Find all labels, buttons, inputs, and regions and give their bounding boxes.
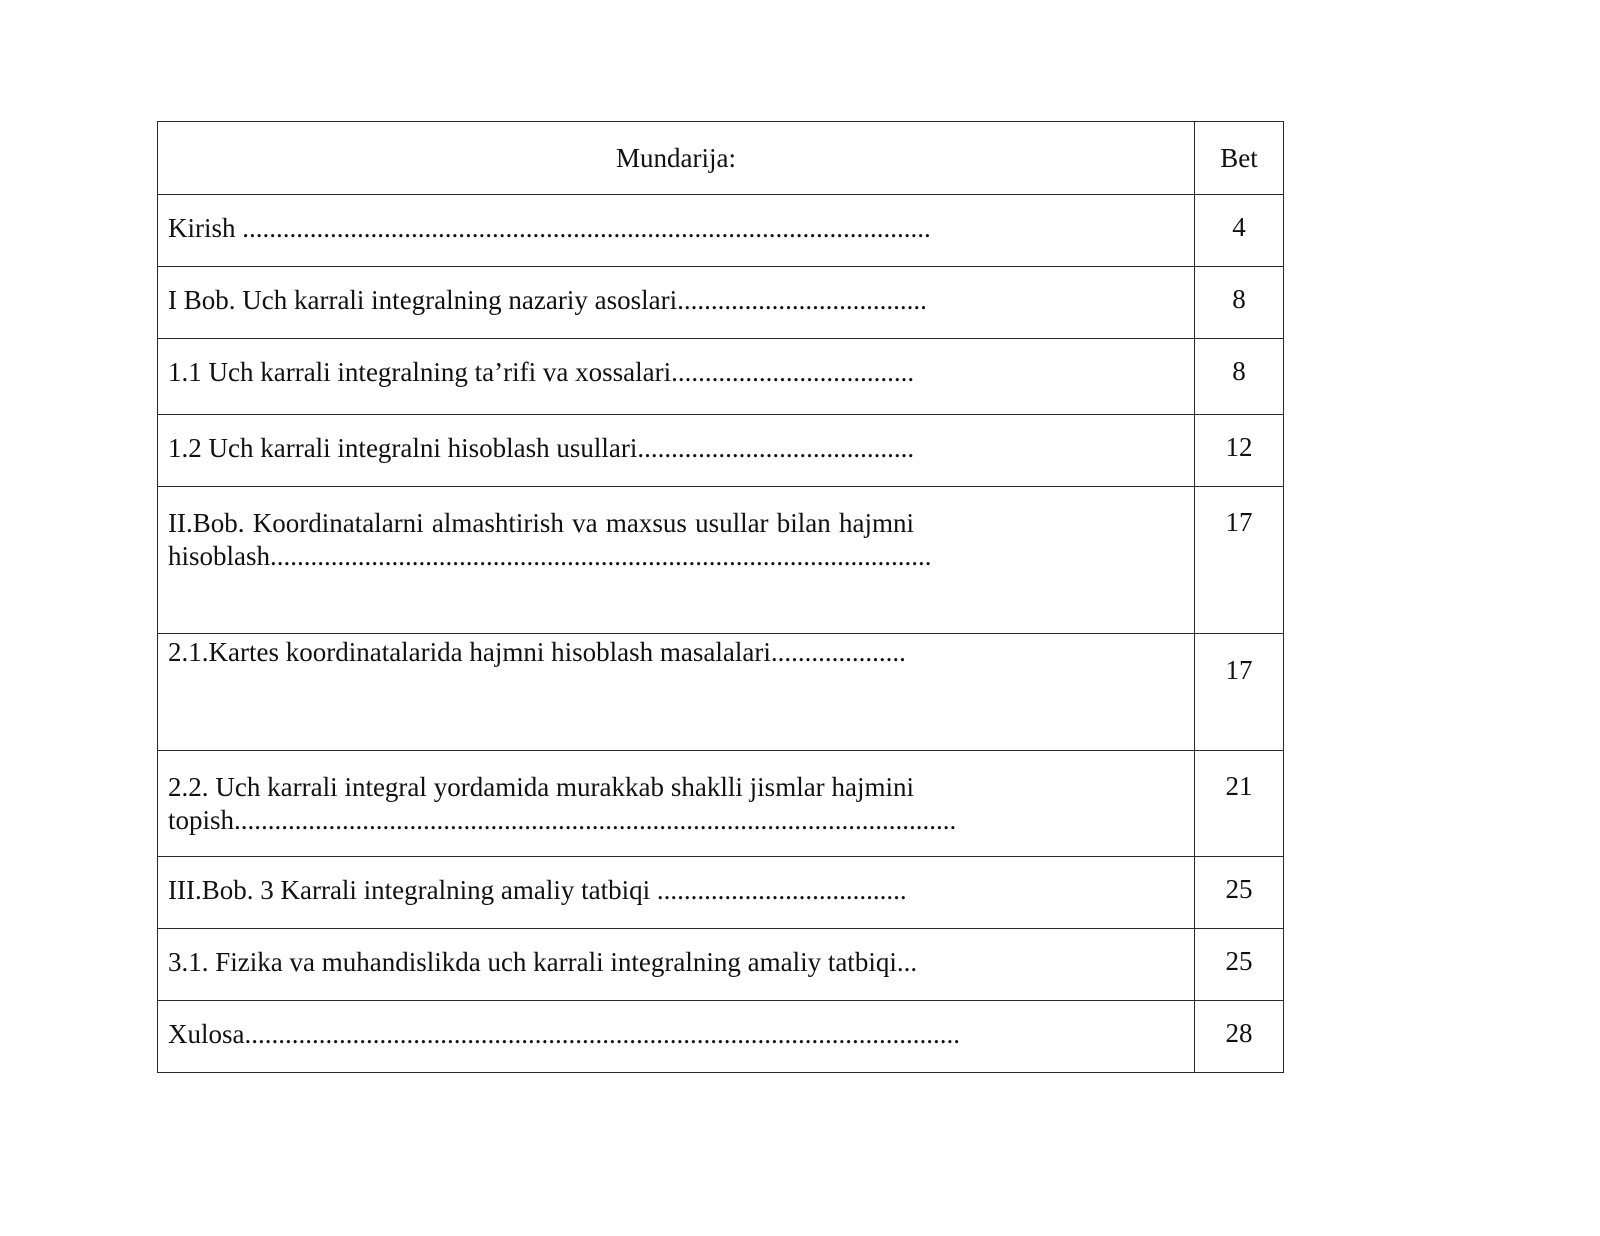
entry-title: II.Bob. Koordinatalarni almashtirish va maxsus usullar bilan hajmni hisoblash.................................................................................................. bbox=[158, 487, 1195, 634]
entry-page: 21 bbox=[1195, 751, 1284, 857]
entry-title: III.Bob. 3 Karrali integralning amaliy tatbiqi ..................................... bbox=[158, 857, 1195, 929]
entry-page: 25 bbox=[1195, 857, 1284, 929]
table-row bbox=[158, 339, 1284, 415]
entry-page: 4 bbox=[1195, 195, 1284, 267]
entry-title: 1.2 Uch karrali integralni hisoblash usullari......................................... bbox=[158, 415, 1195, 487]
entry-page: 28 bbox=[1195, 1001, 1284, 1073]
table-row bbox=[158, 929, 1284, 1001]
table-row bbox=[158, 415, 1284, 487]
table-row bbox=[158, 487, 1284, 634]
table-row bbox=[158, 634, 1284, 751]
entry-page: 17 bbox=[1195, 487, 1284, 634]
entry-page: 8 bbox=[1195, 339, 1284, 415]
entry-title: 1.1 Uch karrali integralning ta’rifi va xossalari.................................... bbox=[158, 339, 1195, 415]
entry-title: I Bob. Uch karrali integralning nazariy asoslari..................................... bbox=[158, 267, 1195, 339]
entry-title: 2.1.Kartes koordinatalarida hajmni hisoblash masalalari.................... bbox=[158, 634, 1195, 751]
table-row bbox=[158, 751, 1284, 857]
entry-page: 12 bbox=[1195, 415, 1284, 487]
table-row bbox=[158, 195, 1284, 267]
header-title: Mundarija: bbox=[158, 122, 1195, 195]
entry-title: 2.2. Uch karrali integral yordamida murakkab shaklli jismlar hajmini topish........................................................................................................... bbox=[158, 751, 1195, 857]
table-header-row bbox=[158, 122, 1284, 195]
entry-page: 17 bbox=[1195, 634, 1284, 751]
table-row bbox=[158, 267, 1284, 339]
entry-title: Xulosa.......................................................................................................... bbox=[158, 1001, 1195, 1073]
entry-page: 8 bbox=[1195, 267, 1284, 339]
entry-page: 25 bbox=[1195, 929, 1284, 1001]
table-row bbox=[158, 1001, 1284, 1073]
header-page: Bet bbox=[1195, 122, 1284, 195]
table-of-contents bbox=[157, 121, 1284, 1073]
entry-title: Kirish ...................................................................................................... bbox=[158, 195, 1195, 267]
entry-title: 3.1. Fizika va muhandislikda uch karrali integralning amaliy tatbiqi... bbox=[158, 929, 1195, 1001]
table-row bbox=[158, 857, 1284, 929]
